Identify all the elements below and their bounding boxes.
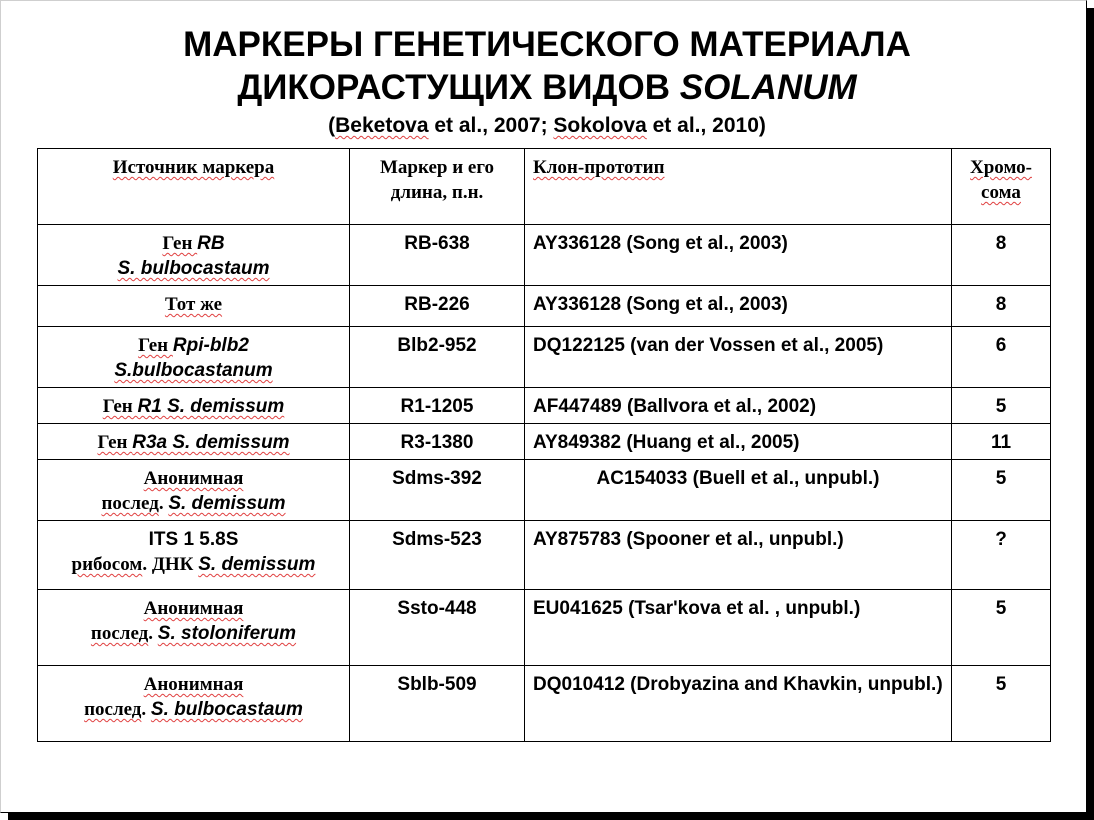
citation-line: (Beketova et al., 2007; Sokolova et al., 2010) xyxy=(328,114,766,137)
cell-marker: Blb2-952 xyxy=(350,327,525,388)
title-line-2: ДИКОРАСТУЩИХ ВИДОВ SOLANUM xyxy=(237,68,857,107)
cell-source: Ген RB S. bulbocastaum xyxy=(38,225,350,286)
cell-clone: AF447489 (Ballvora et al., 2002) xyxy=(525,388,952,424)
cell-clone: AC154033 (Buell et al., unpubl.) xyxy=(525,460,952,521)
markers-table xyxy=(37,148,1051,742)
cell-source: Ген R3a S. demissum xyxy=(38,424,350,460)
cell-chromosome: 11 xyxy=(952,424,1051,460)
cell-marker: Sdms-392 xyxy=(350,460,525,521)
cell-clone: AY336128 (Song et al., 2003) xyxy=(525,225,952,286)
table-row xyxy=(38,460,1051,521)
table-row xyxy=(38,225,1051,286)
cell-clone: EU041625 (Tsar'kova et al. , unpubl.) xyxy=(525,590,952,666)
table-row xyxy=(38,666,1051,742)
cell-clone: AY336128 (Song et al., 2003) xyxy=(525,286,952,327)
cell-marker: Ssto-448 xyxy=(350,590,525,666)
table-row xyxy=(38,424,1051,460)
header-chromosome: Хромо- сома xyxy=(952,149,1051,225)
cell-marker: RB-226 xyxy=(350,286,525,327)
cell-chromosome: 5 xyxy=(952,460,1051,521)
cell-marker: RB-638 xyxy=(350,225,525,286)
cell-source: ITS 1 5.8S рибосом. ДНК S. demissum xyxy=(38,521,350,590)
cell-chromosome: 5 xyxy=(952,666,1051,742)
table-row xyxy=(38,286,1051,327)
cell-clone: AY849382 (Huang et al., 2005) xyxy=(525,424,952,460)
header-source: Источник маркера xyxy=(38,149,350,225)
title-line-1: МАРКЕРЫ ГЕНЕТИЧЕСКОГО МАТЕРИАЛА xyxy=(183,25,911,64)
cell-chromosome: 6 xyxy=(952,327,1051,388)
cell-marker: Sblb-509 xyxy=(350,666,525,742)
table-row xyxy=(38,521,1051,590)
genus-name: SOLANUM xyxy=(679,68,857,107)
cell-source: Тот же xyxy=(38,286,350,327)
header-marker: Маркер и его длина, п.н. xyxy=(350,149,525,225)
cell-chromosome: 8 xyxy=(952,225,1051,286)
cell-chromosome: 5 xyxy=(952,388,1051,424)
table-row xyxy=(38,327,1051,388)
cell-marker: Sdms-523 xyxy=(350,521,525,590)
cell-clone: DQ010412 (Drobyazina and Khavkin, unpubl.) xyxy=(525,666,952,742)
cell-source: Ген R1 S. demissum xyxy=(38,388,350,424)
cell-source: Анонимная послед. S. demissum xyxy=(38,460,350,521)
table-header-row xyxy=(38,149,1051,225)
table-row xyxy=(38,590,1051,666)
slide-shadow-bottom xyxy=(8,812,1094,820)
cell-source: Ген Rpi-blb2 S.bulbocastanum xyxy=(38,327,350,388)
cell-clone: DQ122125 (van der Vossen et al., 2005) xyxy=(525,327,952,388)
cell-chromosome: 8 xyxy=(952,286,1051,327)
header-clone: Клон-прототип xyxy=(525,149,952,225)
cell-marker: R1-1205 xyxy=(350,388,525,424)
cell-source: Анонимная послед. S. bulbocastaum xyxy=(38,666,350,742)
cell-marker: R3-1380 xyxy=(350,424,525,460)
table-row xyxy=(38,388,1051,424)
cell-clone: AY875783 (Spooner et al., unpubl.) xyxy=(525,521,952,590)
cell-chromosome: 5 xyxy=(952,590,1051,666)
cell-source: Анонимная послед. S. stoloniferum xyxy=(38,590,350,666)
cell-chromosome: ? xyxy=(952,521,1051,590)
